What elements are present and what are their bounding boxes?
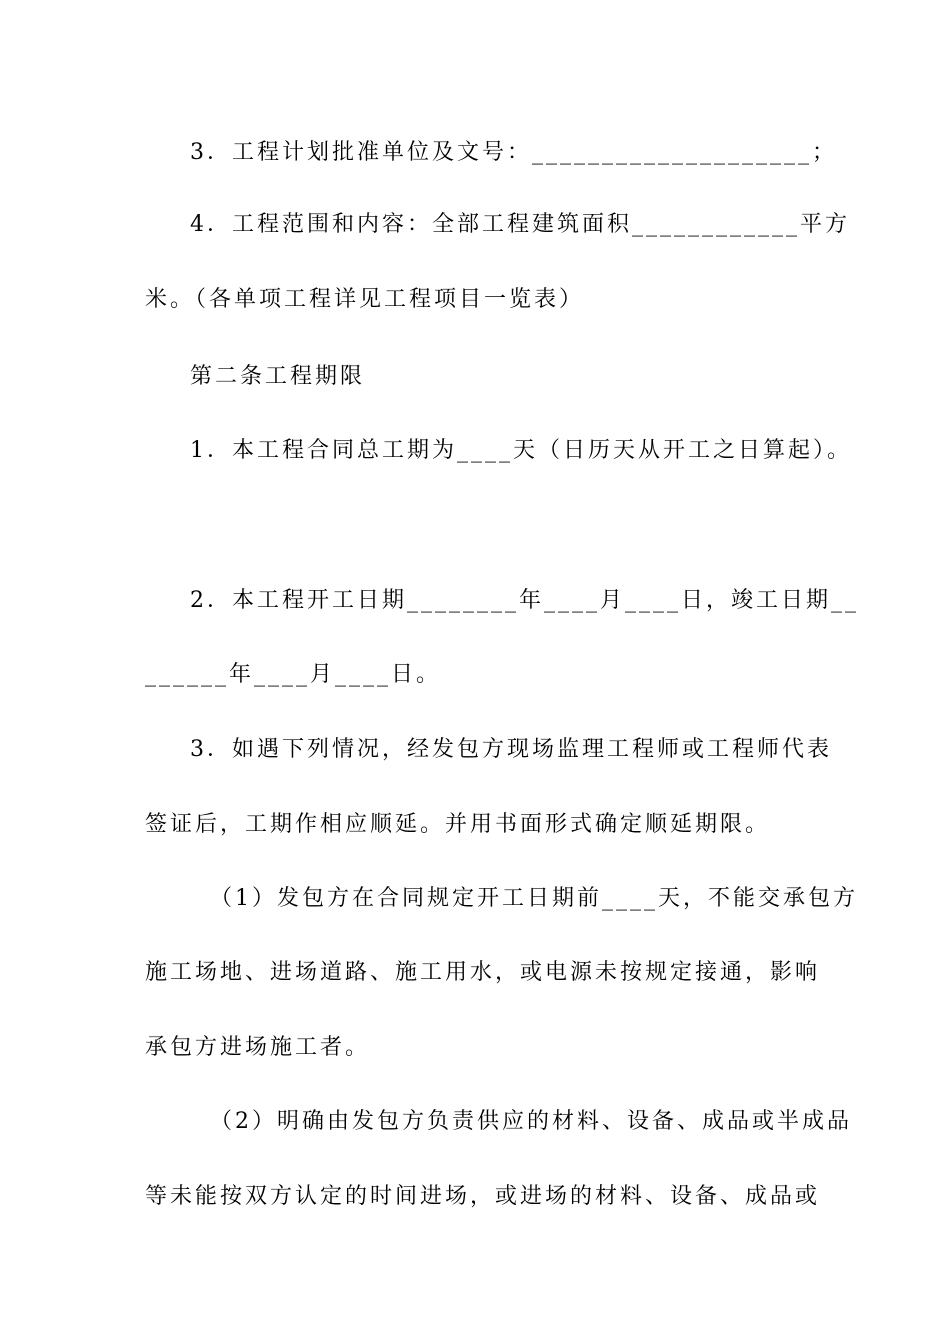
clause-3-extension-line1: 3．如遇下列情况，经发包方现场监理工程师或工程师代表 — [190, 737, 832, 762]
clause-1-total-period: 1．本工程合同总工期为____天（日历天从开工之日算起）。 — [190, 438, 852, 463]
item-1-line1: （1）发包方在合同规定开工日期前____天，不能交承包方 — [210, 886, 858, 911]
clause-2-dates-line1: 2．本工程开工日期________年____月____日，竣工日期__ — [190, 588, 859, 613]
item-1-line2: 施工场地、进场道路、施工用水，或电源未按规定接通，影响 — [145, 960, 821, 985]
clause-4-scope-line1: 4．工程范围和内容：全部工程建筑面积____________平方 — [190, 212, 850, 237]
item-2-line2: 等未能按双方认定的时间进场，或进场的材料、设备、成品或 — [145, 1184, 821, 1209]
article-2-heading: 第二条工程期限 — [190, 364, 366, 389]
clause-2-dates-line2: ______年____月____日。 — [145, 662, 442, 687]
item-1-line3: 承包方进场施工者。 — [145, 1035, 371, 1060]
clause-3-extension-line2: 签证后，工期作相应顺延。并用书面形式确定顺延期限。 — [145, 812, 771, 837]
clause-4-scope-line2: 米。（各单项工程详见工程项目一览表） — [145, 287, 585, 312]
item-2-line1: （2）明确由发包方负责供应的材料、设备、成品或半成品 — [210, 1109, 852, 1134]
clause-3-approval-unit: 3．工程计划批准单位及文号：____________________； — [190, 140, 837, 165]
